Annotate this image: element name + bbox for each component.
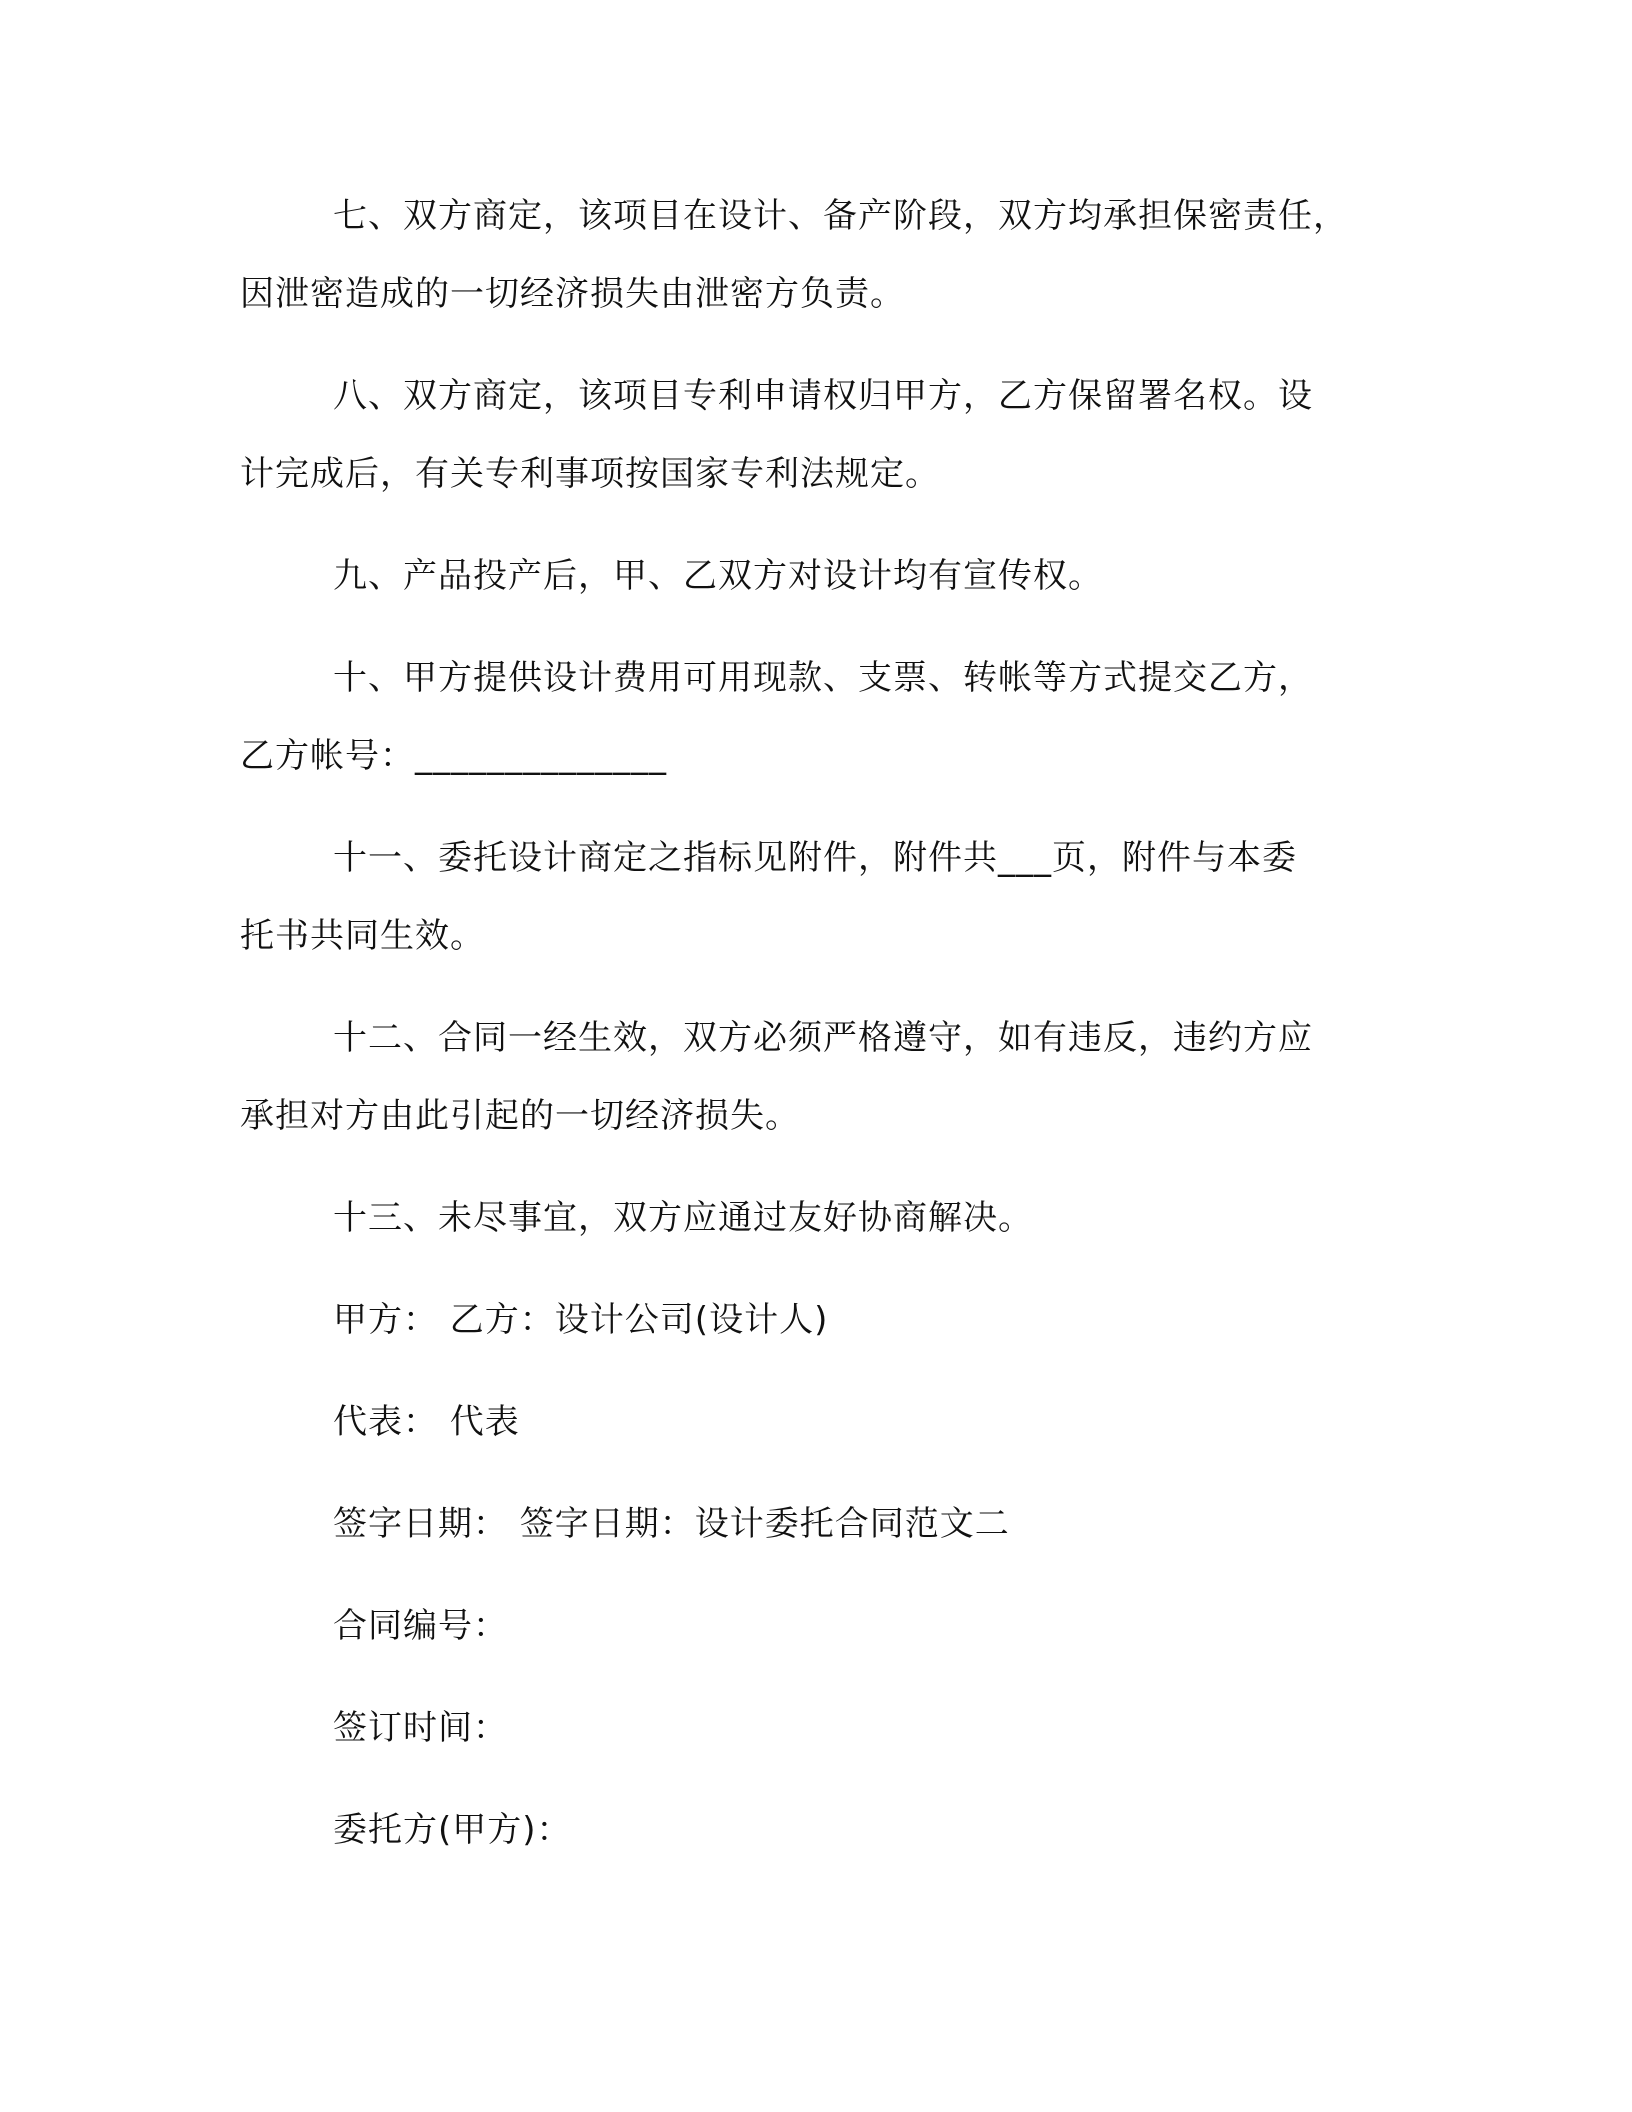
clause-8-line-1: 八、双方商定，该项目专利申请权归甲方，乙方保留署名权。设 [333, 376, 1313, 416]
clause-10-account-line: 乙方帐号：______________ [240, 736, 667, 776]
clause-11-line-2: 托书共同生效。 [240, 916, 485, 956]
client-party-line: 委托方(甲方)： [333, 1810, 572, 1850]
clause-12-line-1: 十二、合同一经生效，双方必须严格遵守，如有违反，违约方应 [333, 1018, 1313, 1058]
clause-12-line-2: 承担对方由此引起的一切经济损失。 [240, 1096, 800, 1136]
parties-line: 甲方： 乙方：设计公司(设计人) [333, 1300, 829, 1340]
clause-8-line-2: 计完成后，有关专利事项按国家专利法规定。 [240, 454, 940, 494]
clause-10-line-1: 十、甲方提供设计费用可用现款、支票、转帐等方式提交乙方， [333, 658, 1313, 698]
clause-9-line-1: 九、产品投产后，甲、乙双方对设计均有宣传权。 [333, 556, 1103, 596]
representatives-line: 代表： 代表 [333, 1402, 520, 1442]
clause-7-line-1: 七、双方商定，该项目在设计、备产阶段，双方均承担保密责任， [333, 196, 1348, 236]
clause-13-line-1: 十三、未尽事宜，双方应通过友好协商解决。 [333, 1198, 1033, 1238]
sign-date-line: 签字日期： 签字日期：设计委托合同范文二 [333, 1504, 1010, 1544]
clause-11-line-1: 十一、委托设计商定之指标见附件，附件共___页，附件与本委 [333, 838, 1297, 878]
contract-number-line: 合同编号： [333, 1606, 508, 1646]
signing-time-line: 签订时间： [333, 1708, 508, 1748]
clause-7-line-2: 因泄密造成的一切经济损失由泄密方负责。 [240, 274, 905, 314]
